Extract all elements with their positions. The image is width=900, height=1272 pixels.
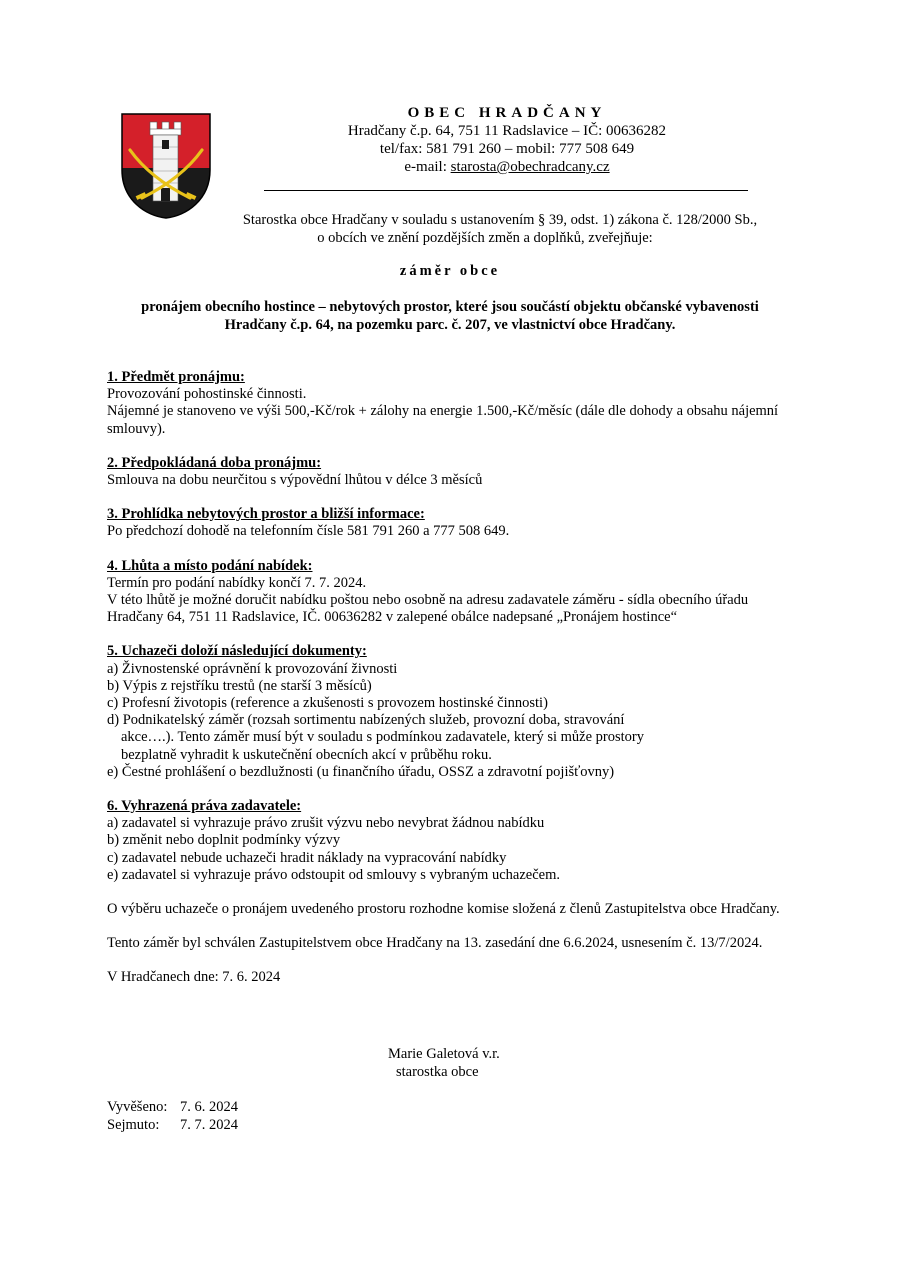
email-label: e-mail: bbox=[404, 159, 451, 175]
section-text: Nájemné je stanoveno ve výši 500,-Kč/rok + zálohy na energie 1.500,-Kč/měsíc (dále dle dohody a obsahu nájemní smlouvy). bbox=[107, 403, 779, 437]
closing-paragraph-2: Tento záměr byl schválen Zastupitelstvem obce Hradčany na 13. zasedání dne 6.6.2024, usnesením č. 13/7/2024. bbox=[107, 935, 763, 952]
posted-date: 7. 6. 2024 bbox=[180, 1099, 238, 1115]
list-item-continued: bezplatně vyhradit k uskutečnění obecních akcí v průběhu roku. bbox=[121, 746, 492, 763]
header-divider bbox=[264, 190, 748, 191]
list-item: e) Čestné prohlášení o bezdlužnosti (u finančního úřadu, OSSZ a zdravotní pojišťovny) bbox=[107, 763, 615, 780]
org-email-line bbox=[262, 158, 752, 176]
intro-line-2: o obcích ve znění pozdějších změn a doplňků, zveřejňuje: bbox=[317, 230, 653, 246]
subject-line-1: pronájem obecního hostince – nebytových prostor, které jsou součástí objektu občanské vybavenosti bbox=[141, 299, 759, 315]
removed-row bbox=[107, 1117, 238, 1135]
section-1 bbox=[107, 369, 793, 438]
email-link[interactable]: starosta@obechradcany.cz bbox=[450, 159, 610, 175]
org-address: Hradčany č.p. 64, 751 11 Radslavice – IČ: 00636282 bbox=[347, 123, 667, 139]
list-item-continued: akce….). Tento záměr musí být v souladu s podmínkou zadavatele, který si může prostory bbox=[121, 729, 644, 746]
list-item: b) změnit nebo doplnit podmínky výzvy bbox=[107, 832, 341, 849]
section-heading: 3. Prohlídka nebytových prostor a bližší informace: bbox=[107, 506, 425, 523]
posting-info bbox=[107, 1099, 238, 1134]
coat-of-arms-icon bbox=[120, 112, 212, 220]
section-text: V této lhůtě je možné doručit nabídku poštou nebo osobně na adresu zadavatele záměru - sídla obecního úřadu Hradčany 64, 751 11 Radslavice, IČ. 00636282 v zalepené obálce nadepsané „Pronájem hostince“ bbox=[107, 592, 749, 626]
section-5 bbox=[107, 643, 793, 781]
removed-label: Sejmuto: bbox=[107, 1116, 160, 1133]
list-item: b) Výpis z rejstříku trestů (ne starší 3 měsíců) bbox=[107, 677, 372, 694]
document-title: záměr obce bbox=[399, 263, 501, 279]
document-subject bbox=[110, 298, 790, 334]
posted-label: Vyvěšeno: bbox=[107, 1099, 168, 1115]
list-item: c) zadavatel nebude uchazeči hradit náklady na vypracování nabídky bbox=[107, 849, 507, 866]
section-heading: 1. Předmět pronájmu: bbox=[107, 369, 245, 385]
removed-date: 7. 7. 2024 bbox=[180, 1116, 238, 1133]
org-name: OBEC HRADČANY bbox=[407, 105, 607, 121]
subject-line-2: Hradčany č.p. 64, na pozemku parc. č. 207, ve vlastnictví obce Hradčany. bbox=[224, 317, 676, 333]
signature-block bbox=[388, 1045, 500, 1081]
closing-date: V Hradčanech dne: 7. 6. 2024 bbox=[107, 969, 281, 986]
intro-text bbox=[200, 211, 800, 247]
document-body bbox=[107, 369, 793, 1004]
signatory-role: starostka obce bbox=[396, 1064, 479, 1080]
letterhead bbox=[262, 104, 752, 176]
section-text: Smlouva na dobu neurčitou s výpovědní lhůtou v délce 3 měsíců bbox=[107, 472, 483, 489]
section-heading: 2. Předpokládaná doba pronájmu: bbox=[107, 454, 322, 471]
org-phone: tel/fax: 581 791 260 – mobil: 777 508 649 bbox=[379, 141, 635, 157]
section-text: Provozování pohostinské činnosti. bbox=[107, 386, 307, 403]
section-text: Po předchozí dohodě na telefonním čísle 581 791 260 a 777 508 649. bbox=[107, 523, 510, 540]
section-heading: 5. Uchazeči doloží následující dokumenty: bbox=[107, 643, 367, 660]
posted-row bbox=[107, 1099, 238, 1117]
section-3 bbox=[107, 506, 793, 540]
list-item: e) zadavatel si vyhrazuje právo odstoupit od smlouvy s vybraným uchazečem. bbox=[107, 866, 560, 883]
closing-paragraph-1: O výběru uchazeče o pronájem uvedeného prostoru rozhodne komise složená z členů Zastupitelstva obce Hradčany. bbox=[107, 901, 780, 918]
section-6 bbox=[107, 798, 793, 884]
intro-line-1: Starostka obce Hradčany v souladu s ustanovením § 39, odst. 1) zákona č. 128/2000 Sb., bbox=[242, 212, 758, 228]
list-item: a) Živnostenské oprávnění k provozování živnosti bbox=[107, 660, 398, 677]
section-2 bbox=[107, 455, 793, 489]
list-item: c) Profesní životopis (reference a zkušenosti s provozem hostinské činnosti) bbox=[107, 695, 548, 712]
section-4 bbox=[107, 558, 793, 627]
signatory-name: Marie Galetová v.r. bbox=[388, 1046, 500, 1062]
section-heading: 4. Lhůta a místo podání nabídek: bbox=[107, 557, 313, 574]
section-heading: 6. Vyhrazená práva zadavatele: bbox=[107, 798, 302, 815]
section-text: Termín pro podání nabídky končí 7. 7. 2024. bbox=[107, 574, 367, 591]
list-item: a) zadavatel si vyhrazuje právo zrušit výzvu nebo nevybrat žádnou nabídku bbox=[107, 815, 545, 832]
list-item: d) Podnikatelský záměr (rozsah sortimentu nabízených služeb, provozní doba, stravování bbox=[107, 712, 625, 729]
